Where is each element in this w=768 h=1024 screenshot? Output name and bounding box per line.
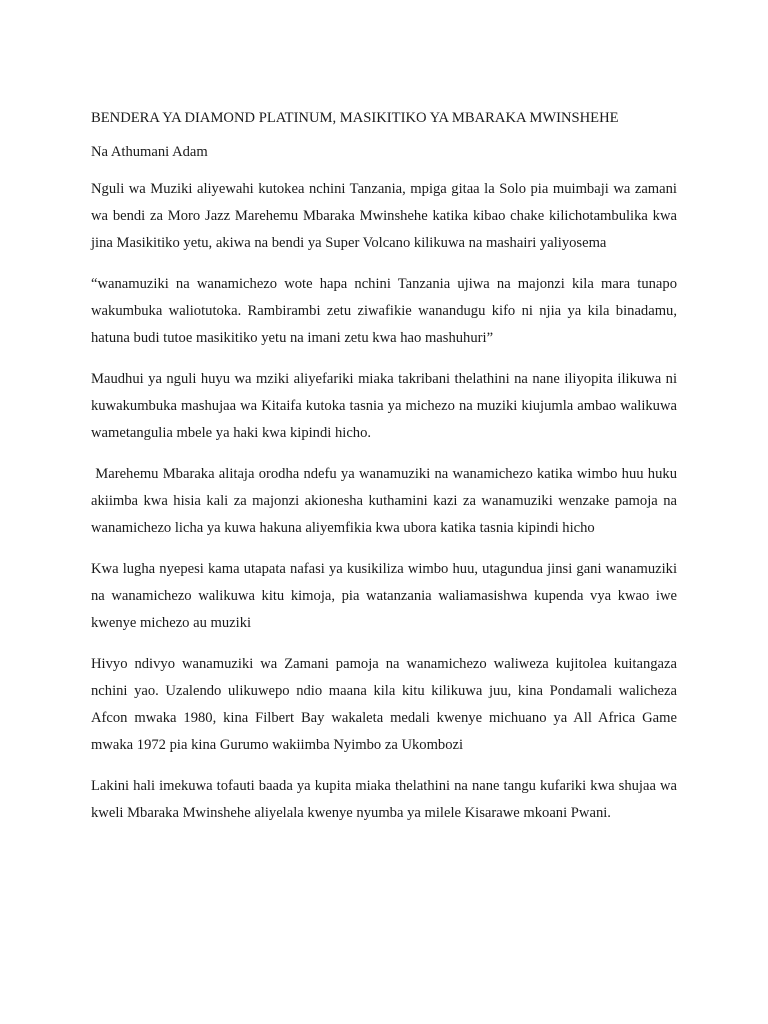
paragraph: Kwa lugha nyepesi kama utapata nafasi ya kusikiliza wimbo huu, utagundua jinsi gani wanamuziki na wanamichezo walikuwa kitu kimoja, pia watanzania waliamasishwa kupenda vya kwao iwe kwenye michezo au muziki [91,561,677,631]
paragraph: Lakini hali imekuwa tofauti baada ya kupita miaka thelathini na nane tangu kufariki kwa shujaa wa kweli Mbaraka Mwinshehe aliyelala kwenye nyumba ya milele Kisarawe mkoani Pwani. [91,778,677,821]
document-body [91,108,681,841]
document-title: BENDERA YA DIAMOND PLATINUM, MASIKITIKO YA MBARAKA MWINSHEHE [91,110,619,126]
paragraph: Hivyo ndivyo wanamuziki wa Zamani pamoja na wanamichezo waliweza kujitolea kuitangaza nchini yao. Uzalendo ulikuwepo ndio maana kila kitu kilikuwa juu, kina Pondamali walicheza Afcon mwaka 1980, kina Filbert Bay wakaleta medali kwenye michuano ya All Africa Game mwaka 1972 pia kina Gurumo wakiimba Nyimbo za Ukombozi [91,656,677,753]
document-byline: Na Athumani Adam [91,144,208,160]
paragraph: Nguli wa Muziki aliyewahi kutokea nchini Tanzania, mpiga gitaa la Solo pia muimbaji wa zamani wa bendi za Moro Jazz Marehemu Mbaraka Mwinshehe katika kibao chake kilichotambulika kwa jina Masikitiko yetu, akiwa na bendi ya Super Volcano kilikuwa na mashairi yaliyosema [91,181,677,251]
paragraph: Marehemu Mbaraka alitaja orodha ndefu ya wanamuziki na wanamichezo katika wimbo huu huku akiimba kwa hisia kali za majonzi akionesha kuthamini kazi za wanamuziki wenzake pamoja na wanamichezo licha ya kuwa hakuna aliyemfikia kwa ubora katika tasnia kipindi hicho [91,466,681,536]
paragraph: Maudhui ya nguli huyu wa mziki aliyefariki miaka takribani thelathini na nane iliyopita ilikuwa ni kuwakumbuka mashujaa wa Kitaifa kutoka tasnia ya michezo na muziki kiujumla ambao walikuwa wametangulia mbele ya haki kwa kipindi hicho. [91,371,677,441]
quote-paragraph: “wanamuziki na wanamichezo wote hapa nchini Tanzania ujiwa na majonzi kila mara tunapo wakumbuka waliotutoka. Rambirambi zetu ziwafikie wanandugu kifo ni njia ya kila binadamu, hatuna budi tutoe masikitiko yetu na imani zetu kwa hao mashuhuri” [91,276,677,346]
